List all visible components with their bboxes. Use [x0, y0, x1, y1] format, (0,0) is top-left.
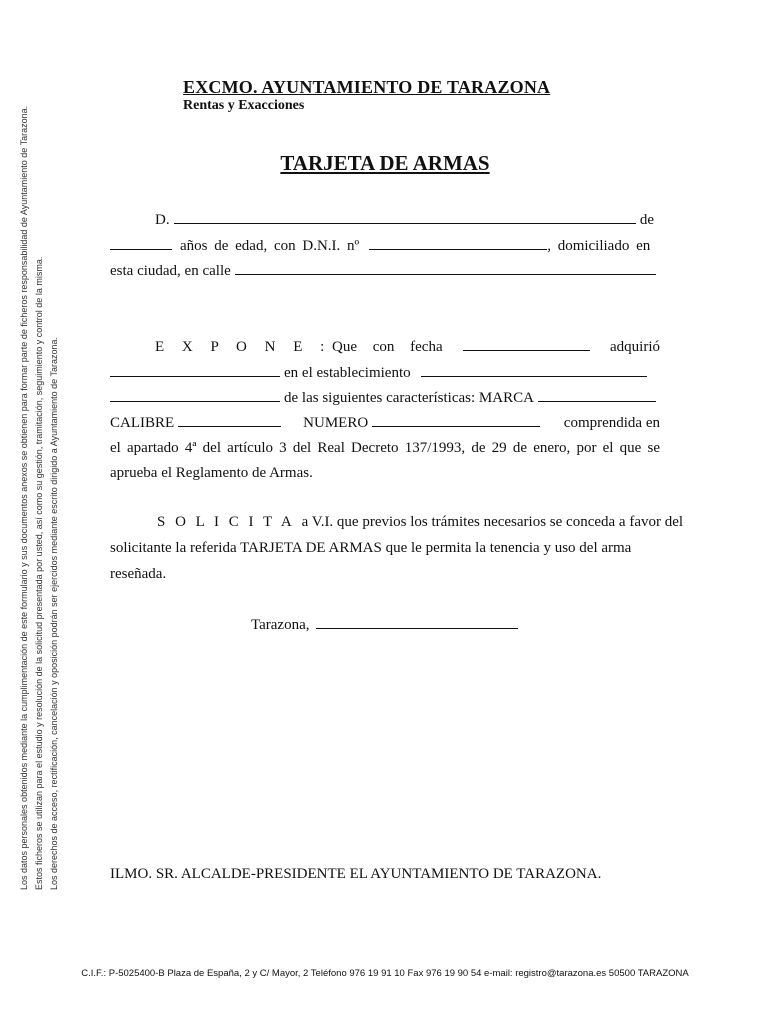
expone-text-2-content: aprueba el Reglamento de Armas. [110, 465, 313, 481]
name-prefix: D. [155, 212, 170, 228]
solicita-text-2: solicitante la referida TARJETA DE ARMAS que le permita la tenencia y uso del arma [110, 540, 632, 556]
place-label: Tarazona, [251, 617, 310, 633]
solicita-text-1: a V.I. que previos los trámites necesarios se conceda a favor del [301, 514, 684, 530]
expone-text-2 [110, 465, 660, 482]
establishment-line [110, 364, 660, 382]
establishment-label: en el establecimiento [284, 365, 411, 381]
comprendida-label: comprendida en [563, 415, 660, 431]
date-field[interactable] [463, 338, 590, 351]
privacy-line-1: Los datos personales obtenidos mediante la cumplimentación de este formulario y sus documentos anexos se obtienen para formar parte de ficheros responsabilidad de Ayuntamiento de Tarazona. [19, 105, 29, 890]
age-field[interactable] [110, 237, 172, 250]
street-field[interactable] [235, 262, 656, 275]
solicita-line-3 [110, 566, 660, 583]
expone-text-1 [110, 440, 660, 457]
features-label: de las siguientes características: MARCA [284, 390, 534, 406]
dni-field[interactable] [369, 237, 547, 250]
footer-contact: C.I.F.: P-5025400-B Plaza de España, 2 y C/ Mayor, 2 Teléfono 976 19 91 10 Fax 976 19 90 54 e-mail: registro@tarazona.es 50500 TARAZONA [81, 968, 689, 979]
expone-fecha: Que con fecha [332, 339, 443, 355]
privacy-notice [19, 100, 76, 895]
street-label: esta ciudad, en calle [110, 263, 231, 279]
establishment-field[interactable] [421, 364, 647, 377]
address-label: , domiciliado en [547, 238, 651, 254]
name-field[interactable] [174, 211, 636, 224]
calibre-field[interactable] [178, 414, 281, 427]
solicita-line [110, 514, 684, 531]
calibre-line [110, 414, 660, 432]
name-line [110, 211, 660, 229]
addressee: ILMO. SR. ALCALDE-PRESIDENTE EL AYUNTAMIENTO DE TARAZONA. [110, 866, 602, 882]
document-title: TARJETA DE ARMAS [280, 151, 490, 175]
name-suffix: de [639, 212, 654, 228]
age-label: años de edad, con D.N.I. nº [180, 238, 360, 254]
header-title: EXCMO. AYUNTAMIENTO DE TARAZONA [183, 77, 551, 97]
street-line [110, 262, 660, 280]
privacy-line-2: Estos ficheros se utilizan para el estudio y resolución de la solicitud presentada por usted, así como su gestión, tramitación, seguimiento y control de la misma. [34, 256, 44, 890]
privacy-line-3: Los derechos de acceso, rectificación, cancelación y oposición podrán ser ejercidos mediante escrito dirigido a Ayuntamiento de Tarazona. [49, 337, 59, 890]
calibre-label: CALIBRE [110, 415, 175, 431]
expone-line [110, 338, 660, 356]
id-line [110, 237, 660, 255]
expone-text-1-content: el apartado 4ª del artículo 3 del Real Decreto 137/1993, de 29 de enero, por el que se [110, 440, 660, 456]
solicita-line-2 [110, 540, 660, 557]
numero-field[interactable] [372, 414, 540, 427]
acquired-label: adquirió [610, 339, 660, 355]
expone-keyword: E X P O N E : [155, 339, 332, 355]
place-line [110, 616, 660, 634]
weapon-field[interactable] [110, 364, 280, 377]
place-date-field[interactable] [316, 616, 518, 629]
type-field[interactable] [110, 389, 280, 402]
features-line [110, 389, 660, 407]
brand-field[interactable] [538, 389, 656, 402]
header-subtitle: Rentas y Exacciones [183, 98, 305, 113]
solicita-keyword: S O L I C I T A [157, 514, 295, 530]
numero-label: NUMERO [303, 415, 369, 431]
solicita-text-3: reseñada. [110, 566, 167, 582]
